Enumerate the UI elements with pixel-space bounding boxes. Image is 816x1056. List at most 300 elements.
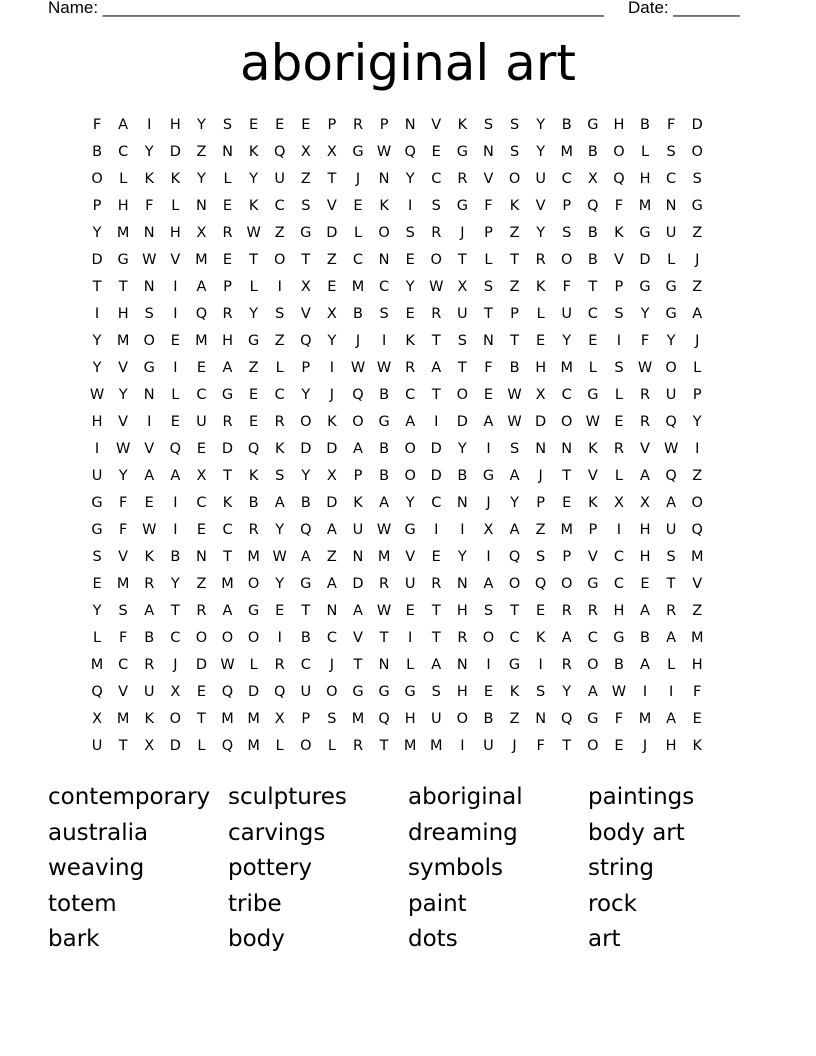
grid-letter: B: [300, 629, 311, 646]
grid-letter: V: [405, 548, 416, 565]
grid-letter: V: [326, 197, 337, 214]
grid-letter: T: [562, 467, 572, 484]
grid-letter: L: [171, 386, 180, 403]
grid-letter: Q: [273, 143, 286, 160]
grid-letter: J: [355, 170, 361, 187]
word-list-item: body: [228, 926, 285, 952]
grid-letter: E: [536, 602, 546, 619]
grid-letter: E: [327, 278, 337, 295]
grid-letter: B: [640, 116, 650, 133]
grid-letter: K: [222, 494, 233, 511]
grid-letter: M: [116, 575, 130, 592]
grid-letter: I: [277, 629, 282, 646]
grid-letter: G: [352, 683, 364, 700]
grid-letter: Y: [640, 305, 650, 322]
grid-letter: E: [405, 602, 415, 619]
grid-letter: E: [536, 332, 546, 349]
grid-letter: I: [173, 359, 178, 376]
grid-letter: B: [587, 143, 598, 160]
grid-letter: Y: [666, 332, 676, 349]
grid-letter: X: [170, 683, 181, 700]
grid-letter: F: [640, 332, 650, 349]
grid-letter: I: [173, 278, 178, 295]
grid-letter: S: [118, 602, 128, 619]
grid-letter: C: [613, 575, 624, 592]
grid-letter: T: [562, 737, 572, 754]
grid-letter: B: [587, 224, 598, 241]
grid-letter: U: [352, 521, 364, 538]
grid-letter: H: [639, 521, 651, 538]
grid-letter: F: [145, 197, 154, 214]
grid-letter: W: [663, 440, 679, 457]
grid-letter: T: [379, 737, 389, 754]
grid-letter: Q: [404, 143, 416, 160]
grid-row: [84, 597, 710, 624]
grid-letter: E: [301, 116, 311, 133]
grid-letter: B: [248, 494, 259, 511]
word-list-item: paintings: [588, 784, 695, 810]
grid-letter: G: [456, 197, 468, 214]
grid-letter: E: [640, 575, 650, 592]
grid-letter: R: [431, 575, 442, 592]
grid-letter: Z: [196, 575, 207, 592]
grid-letter: A: [640, 602, 650, 619]
grid-letter: Q: [221, 737, 234, 754]
word-list-item: carvings: [228, 819, 326, 846]
grid-letter: M: [403, 737, 417, 754]
grid-letter: V: [118, 359, 129, 376]
grid-letter: F: [562, 278, 571, 295]
grid-letter: Z: [692, 602, 703, 619]
grid-letter: K: [588, 494, 598, 511]
grid-letter: E: [275, 116, 285, 133]
grid-letter: H: [639, 170, 651, 187]
grid-letter: U: [196, 413, 207, 430]
grid-letter: U: [665, 386, 677, 403]
grid-letter: M: [247, 548, 260, 565]
grid-letter: Z: [248, 359, 259, 376]
grid-letter: Y: [144, 143, 154, 160]
grid-letter: R: [405, 359, 416, 376]
grid-letter: L: [667, 656, 676, 673]
grid-letter: A: [640, 656, 650, 673]
grid-letter: M: [351, 710, 365, 727]
grid-letter: H: [639, 548, 651, 565]
grid-letter: J: [695, 251, 700, 268]
grid-letter: Y: [170, 575, 180, 592]
grid-letter: C: [613, 548, 624, 565]
grid-letter: L: [614, 467, 623, 484]
grid-letter: Z: [326, 548, 337, 565]
grid-letter: E: [249, 413, 259, 430]
grid-letter: S: [301, 197, 311, 214]
grid-letter: R: [561, 656, 572, 673]
date-field-label: Date: _______: [628, 0, 740, 17]
grid-letter: M: [195, 251, 208, 268]
grid-letter: T: [666, 575, 676, 592]
grid-letter: O: [221, 629, 234, 646]
grid-letter: A: [170, 467, 181, 484]
grid-letter: S: [431, 683, 441, 700]
grid-letter: R: [274, 656, 285, 673]
grid-letter: W: [350, 359, 366, 376]
letter-grid: [84, 111, 710, 759]
word-list-item: body art: [588, 819, 685, 846]
grid-letter: I: [460, 521, 465, 538]
grid-letter: J: [173, 656, 178, 673]
grid-letter: W: [142, 251, 157, 268]
grid-letter: N: [456, 494, 468, 511]
grid-letter: L: [249, 278, 258, 295]
grid-letter: I: [381, 332, 387, 349]
grid-letter: Z: [692, 224, 703, 241]
grid-letter: E: [170, 332, 180, 349]
grid-letter: O: [587, 737, 599, 754]
grid-letter: V: [483, 170, 494, 187]
grid-letter: G: [91, 521, 103, 538]
grid-letter: D: [91, 251, 103, 268]
grid-letter: N: [326, 602, 338, 619]
grid-letter: F: [666, 116, 676, 133]
grid-letter: Y: [118, 467, 128, 484]
grid-letter: W: [637, 359, 653, 376]
grid-letter: G: [665, 278, 677, 295]
grid-letter: T: [223, 548, 232, 565]
grid-row: [84, 678, 710, 705]
grid-letter: I: [408, 629, 413, 646]
grid-letter: G: [639, 224, 651, 241]
grid-letter: Q: [352, 386, 364, 403]
grid-letter: P: [614, 278, 624, 295]
grid-letter: S: [275, 467, 285, 484]
grid-letter: E: [483, 386, 494, 403]
grid-letter: Y: [405, 170, 415, 187]
grid-letter: M: [221, 575, 234, 592]
grid-letter: K: [353, 494, 363, 511]
grid-letter: S: [614, 359, 624, 376]
grid-letter: C: [379, 278, 390, 295]
grid-letter: V: [587, 467, 598, 484]
grid-letter: S: [144, 305, 154, 322]
grid-letter: P: [301, 710, 311, 727]
word-list-item: dreaming: [408, 819, 518, 846]
grid-letter: W: [585, 413, 600, 430]
grid-letter: M: [90, 656, 104, 673]
grid-letter: N: [195, 548, 207, 565]
grid-letter: G: [221, 386, 234, 403]
grid-letter: A: [483, 575, 494, 592]
grid-letter: D: [326, 494, 338, 511]
grid-letter: E: [196, 683, 206, 700]
grid-letter: N: [665, 197, 677, 214]
grid-letter: O: [169, 710, 182, 727]
grid-letter: O: [508, 575, 521, 592]
grid-letter: K: [692, 737, 702, 754]
grid-letter: Q: [508, 548, 521, 565]
grid-letter: J: [329, 656, 335, 673]
grid-letter: X: [535, 386, 546, 403]
grid-letter: Z: [509, 278, 520, 295]
puzzle-title: aboriginal art: [240, 34, 576, 92]
grid-letter: G: [482, 467, 495, 484]
grid-letter: P: [562, 548, 572, 565]
grid-letter: S: [92, 548, 102, 565]
grid-letter: W: [507, 386, 522, 403]
grid-letter: L: [536, 305, 545, 322]
grid-letter: U: [91, 737, 103, 754]
grid-letter: G: [378, 683, 390, 700]
grid-letter: B: [92, 143, 103, 160]
grid-letter: R: [196, 602, 207, 619]
grid-letter: C: [352, 251, 364, 268]
grid-letter: M: [560, 143, 573, 160]
grid-letter: B: [170, 548, 181, 565]
grid-letter: B: [379, 440, 390, 457]
grid-letter: Q: [378, 710, 390, 727]
grid-letter: S: [379, 305, 389, 322]
grid-letter: L: [275, 359, 284, 376]
grid-letter: I: [277, 278, 282, 295]
grid-letter: I: [147, 413, 152, 430]
grid-letter: M: [195, 332, 208, 349]
grid-letter: S: [431, 197, 441, 214]
grid-letter: R: [639, 413, 651, 430]
grid-row: [84, 192, 710, 219]
grid-letter: W: [429, 278, 444, 295]
grid-letter: N: [535, 440, 547, 457]
grid-letter: I: [486, 440, 491, 457]
grid-letter: W: [376, 143, 392, 160]
grid-letter: S: [614, 305, 624, 322]
grid-letter: A: [326, 521, 337, 538]
grid-letter: I: [616, 521, 622, 538]
grid-letter: V: [535, 197, 546, 214]
grid-letter: G: [587, 575, 599, 592]
grid-letter: E: [249, 386, 259, 403]
grid-letter: Q: [195, 305, 208, 322]
grid-letter: C: [405, 386, 416, 403]
grid-letter: X: [326, 467, 337, 484]
grid-letter: L: [197, 737, 206, 754]
grid-letter: P: [484, 224, 493, 241]
grid-row: [84, 732, 710, 759]
grid-letter: S: [509, 143, 520, 160]
grid-letter: J: [460, 224, 465, 241]
grid-letter: K: [144, 710, 154, 727]
grid-letter: G: [587, 710, 599, 727]
grid-letter: Z: [300, 170, 311, 187]
grid-letter: U: [665, 224, 677, 241]
grid-letter: J: [538, 467, 543, 484]
grid-letter: D: [430, 467, 442, 484]
grid-letter: T: [431, 629, 441, 646]
grid-letter: G: [91, 494, 103, 511]
grid-letter: N: [456, 575, 468, 592]
grid-letter: E: [353, 197, 363, 214]
grid-letter: B: [587, 251, 598, 268]
grid-letter: O: [482, 629, 495, 646]
grid-letter: G: [352, 143, 364, 160]
grid-row: [84, 381, 710, 408]
grid-letter: H: [222, 332, 233, 349]
grid-letter: U: [430, 710, 442, 727]
grid-letter: R: [457, 170, 468, 187]
grid-letter: G: [691, 197, 703, 214]
grid-letter: S: [222, 116, 233, 133]
grid-letter: Y: [301, 386, 311, 403]
grid-letter: S: [509, 440, 520, 457]
grid-letter: D: [430, 440, 442, 457]
grid-letter: U: [274, 170, 286, 187]
grid-row: [84, 489, 710, 516]
grid-letter: T: [431, 332, 441, 349]
grid-letter: U: [483, 737, 494, 754]
grid-letter: W: [611, 683, 627, 700]
grid-letter: B: [144, 629, 155, 646]
grid-letter: B: [379, 386, 390, 403]
grid-letter: U: [143, 683, 155, 700]
grid-letter: Z: [692, 278, 703, 295]
word-list-item: sculptures: [228, 784, 347, 810]
grid-letter: D: [639, 251, 651, 268]
grid-letter: G: [587, 386, 599, 403]
grid-letter: A: [692, 305, 703, 322]
grid-letter: O: [404, 467, 416, 484]
word-list-item: string: [588, 855, 655, 881]
grid-letter: I: [460, 737, 465, 754]
grid-letter: R: [561, 602, 572, 619]
grid-letter: M: [638, 197, 652, 214]
grid-letter: N: [143, 278, 155, 295]
grid-letter: F: [614, 197, 624, 214]
grid-letter: O: [508, 170, 521, 187]
grid-letter: U: [535, 170, 546, 187]
grid-letter: T: [510, 251, 519, 268]
grid-letter: C: [196, 386, 207, 403]
grid-letter: S: [405, 224, 415, 241]
grid-letter: K: [144, 548, 154, 565]
grid-letter: S: [483, 278, 494, 295]
grid-letter: R: [248, 521, 259, 538]
word-list-item: art: [588, 926, 621, 952]
grid-letter: Y: [405, 278, 415, 295]
grid-letter: V: [692, 575, 703, 592]
grid-letter: K: [405, 332, 415, 349]
grid-letter: P: [588, 521, 598, 538]
grid-letter: P: [301, 359, 311, 376]
grid-letter: A: [300, 548, 311, 565]
word-list: [48, 780, 768, 958]
grid-letter: A: [326, 575, 337, 592]
grid-letter: N: [483, 332, 494, 349]
grid-letter: R: [666, 602, 677, 619]
grid-letter: T: [301, 602, 311, 619]
grid-letter: T: [510, 332, 519, 349]
grid-letter: L: [693, 359, 702, 376]
grid-letter: Y: [275, 521, 285, 538]
grid-letter: W: [142, 521, 157, 538]
grid-letter: K: [535, 629, 546, 646]
grid-letter: S: [666, 548, 676, 565]
grid-letter: Q: [587, 197, 599, 214]
grid-letter: O: [456, 386, 469, 403]
grid-letter: C: [118, 143, 129, 160]
grid-letter: L: [93, 629, 102, 646]
grid-letter: R: [222, 224, 233, 241]
grid-letter: C: [222, 521, 233, 538]
grid-letter: E: [692, 710, 702, 727]
grid-letter: G: [665, 305, 677, 322]
grid-letter: E: [222, 251, 233, 268]
grid-letter: K: [509, 197, 520, 214]
grid-letter: V: [431, 116, 442, 133]
grid-letter: N: [195, 197, 207, 214]
grid-letter: B: [613, 656, 624, 673]
grid-letter: X: [300, 143, 311, 160]
name-field-label: Name: _____________________________________________________: [48, 0, 604, 17]
grid-letter: D: [352, 575, 364, 592]
grid-letter: Y: [92, 224, 102, 241]
grid-letter: Z: [196, 143, 207, 160]
grid-letter: Y: [562, 332, 572, 349]
grid-letter: D: [691, 116, 703, 133]
grid-letter: O: [378, 224, 390, 241]
grid-letter: O: [456, 710, 469, 727]
grid-letter: W: [272, 548, 287, 565]
grid-letter: H: [404, 710, 416, 727]
grid-letter: T: [353, 656, 363, 673]
grid-letter: E: [614, 737, 624, 754]
grid-letter: D: [221, 440, 234, 457]
grid-letter: Z: [509, 224, 520, 241]
grid-row: [84, 327, 710, 354]
grid-letter: X: [640, 494, 650, 511]
grid-row: [84, 705, 710, 732]
grid-letter: T: [118, 737, 128, 754]
grid-letter: I: [408, 197, 413, 214]
word-list-item: weaving: [48, 855, 145, 881]
grid-letter: I: [434, 413, 439, 430]
grid-letter: E: [483, 683, 494, 700]
grid-letter: X: [300, 278, 311, 295]
grid-letter: I: [668, 683, 674, 700]
grid-letter: A: [379, 494, 390, 511]
grid-letter: F: [92, 116, 102, 133]
grid-letter: O: [561, 251, 573, 268]
grid-letter: H: [169, 116, 181, 133]
grid-letter: P: [510, 305, 519, 322]
grid-letter: E: [405, 305, 415, 322]
grid-letter: Z: [274, 332, 285, 349]
grid-letter: M: [638, 710, 652, 727]
grid-letter: I: [486, 548, 491, 565]
grid-letter: O: [352, 413, 364, 430]
grid-letter: F: [118, 521, 128, 538]
grid-letter: E: [614, 413, 624, 430]
grid-letter: O: [561, 413, 573, 430]
grid-letter: S: [275, 305, 285, 322]
grid-letter: B: [483, 710, 494, 727]
grid-letter: C: [274, 386, 285, 403]
grid-letter: Y: [536, 143, 546, 160]
grid-letter: Q: [613, 170, 625, 187]
grid-letter: Z: [535, 521, 546, 538]
grid-letter: C: [431, 494, 442, 511]
grid-letter: M: [690, 629, 704, 646]
grid-letter: K: [509, 683, 520, 700]
grid-letter: T: [588, 278, 598, 295]
grid-row: [84, 462, 710, 489]
